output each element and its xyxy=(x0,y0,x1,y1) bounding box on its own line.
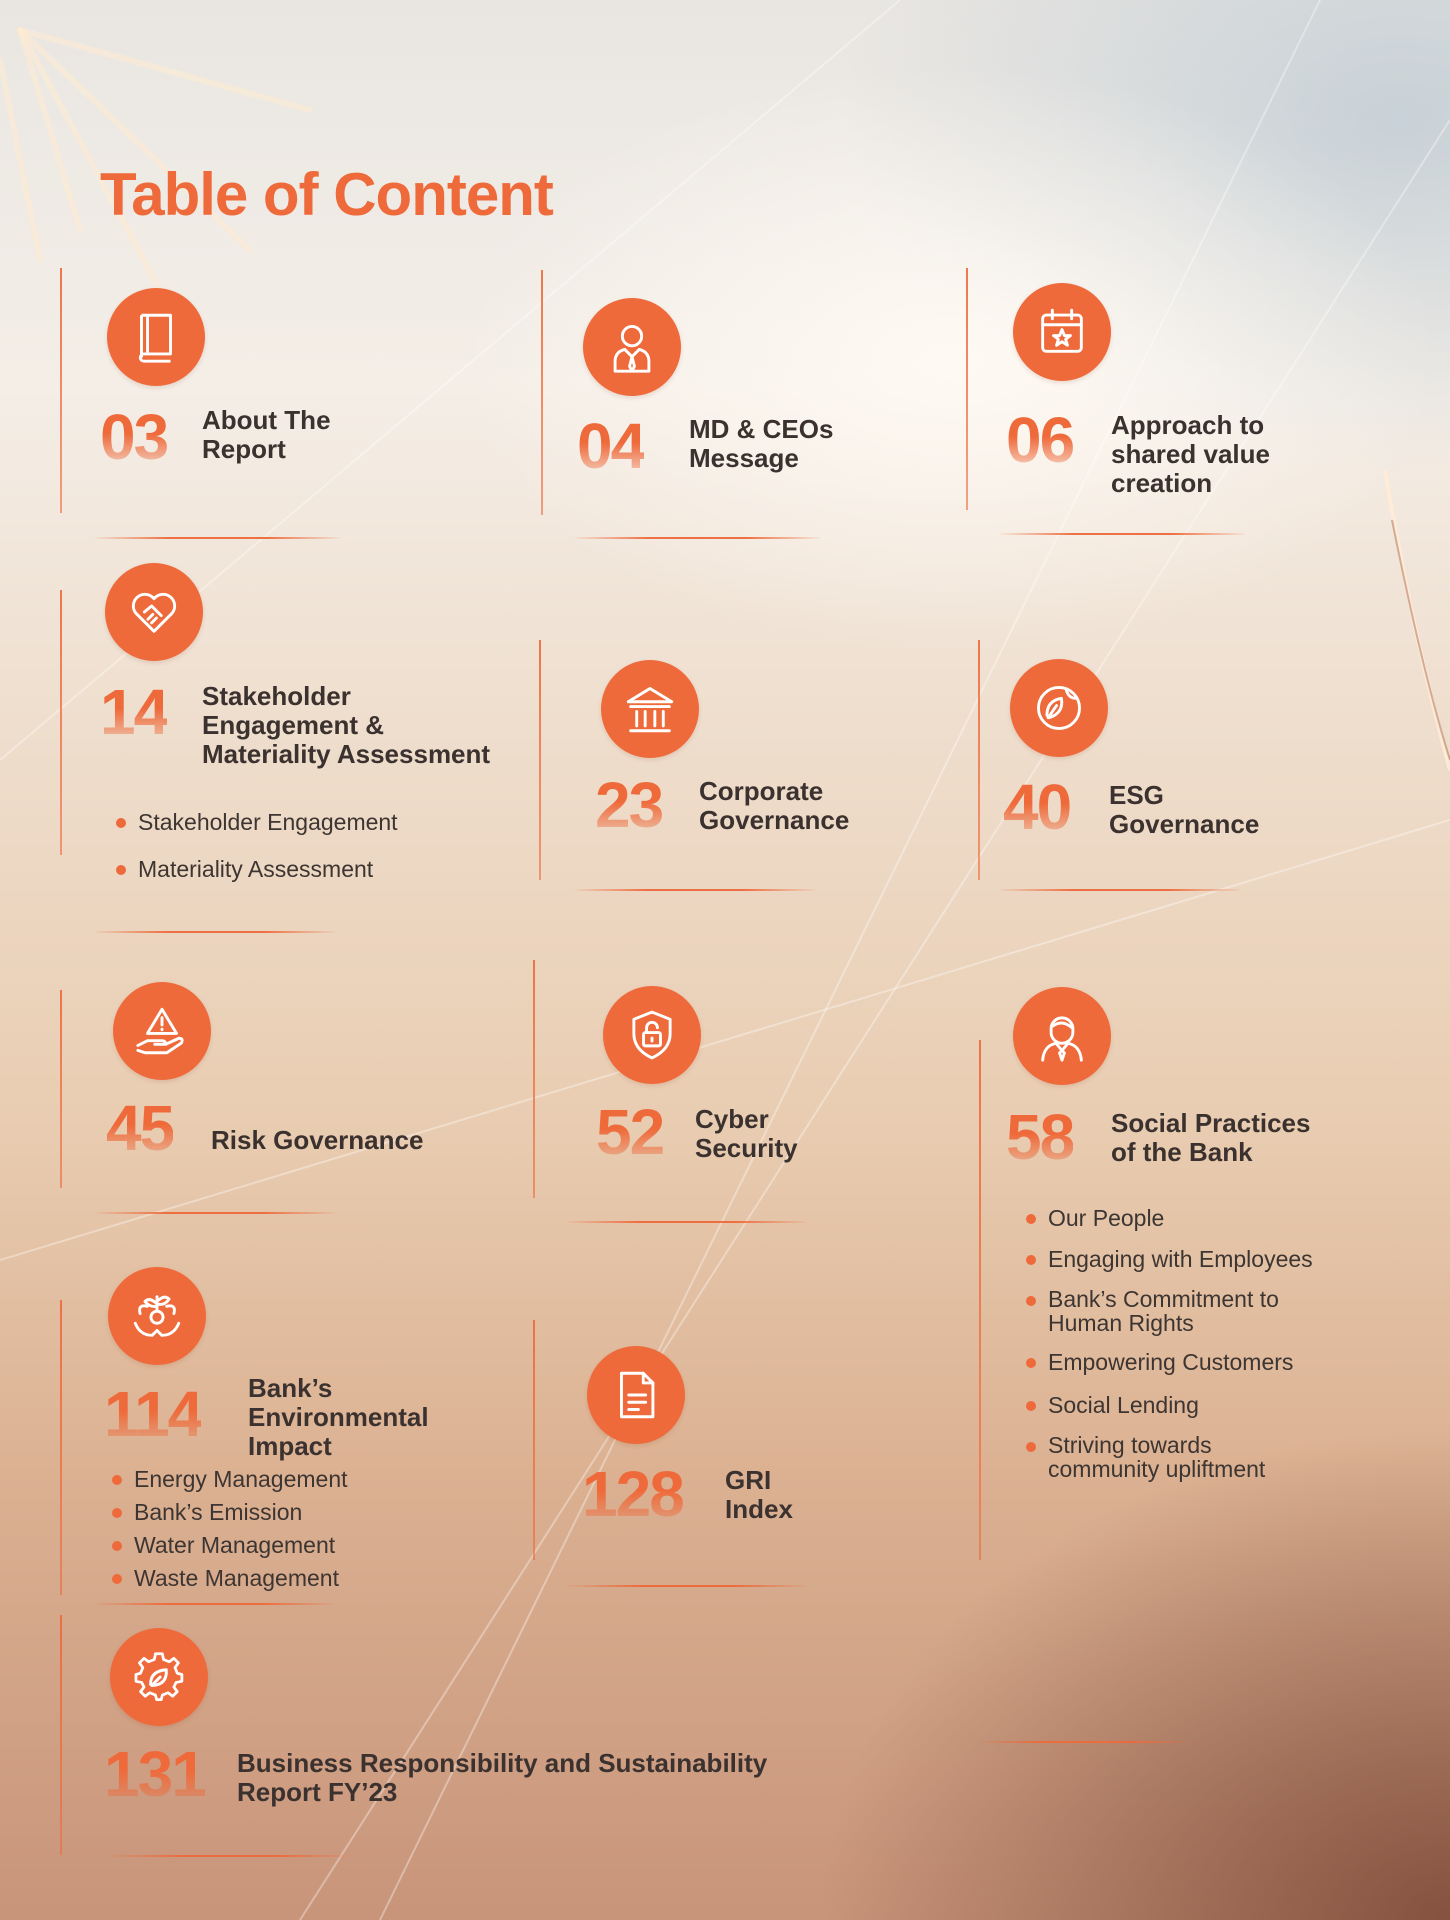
page-number[interactable]: 131 xyxy=(104,1738,205,1810)
divider-horizontal xyxy=(980,1741,1190,1743)
page-number[interactable]: 14 xyxy=(100,676,168,748)
page-number[interactable]: 40 xyxy=(1003,771,1071,843)
divider-horizontal xyxy=(95,537,340,539)
divider-vertical xyxy=(539,640,541,880)
divider-vertical xyxy=(60,268,62,513)
section-title-esg-governance[interactable]: ESG Governance xyxy=(1109,780,1260,839)
person-icon xyxy=(1013,987,1111,1085)
gear-leaf-icon xyxy=(110,1628,208,1726)
page-number[interactable]: 52 xyxy=(596,1096,664,1168)
divider-vertical xyxy=(533,960,535,1198)
section-title-gri-index[interactable]: GRI Index xyxy=(725,1465,793,1524)
page-number[interactable]: 58 xyxy=(1006,1101,1074,1173)
divider-horizontal xyxy=(1000,533,1245,535)
page-number[interactable]: 04 xyxy=(577,410,645,482)
section-title-brsr[interactable]: Business Responsibility and Sustainability Report FY’23 xyxy=(237,1748,768,1807)
divider-horizontal xyxy=(575,537,820,539)
hand-warning-icon xyxy=(113,982,211,1080)
divider-horizontal xyxy=(575,889,815,891)
hands-plant-icon xyxy=(108,1267,206,1365)
subsection-item[interactable]: Bank’s Emission xyxy=(112,1499,348,1526)
subsection-list xyxy=(116,809,398,883)
book-icon xyxy=(107,288,205,386)
page-number[interactable]: 45 xyxy=(106,1092,174,1164)
divider-horizontal xyxy=(567,1221,807,1223)
page-number[interactable]: 06 xyxy=(1006,404,1074,476)
section-title-social-practices[interactable]: Social Practices of the Bank xyxy=(1111,1108,1311,1167)
section-title-risk-governance[interactable]: Risk Governance xyxy=(211,1125,424,1155)
divider-horizontal xyxy=(1000,889,1240,891)
section-title-corporate-governance[interactable]: Corporate Governance xyxy=(699,776,850,835)
divider-vertical xyxy=(533,1320,535,1560)
subsection-item[interactable]: Bank’s Commitment to Human Rights xyxy=(1026,1287,1313,1335)
subsection-item[interactable]: Striving towards community upliftment xyxy=(1026,1433,1313,1481)
subsection-item[interactable]: Water Management xyxy=(112,1532,348,1559)
subsection-item[interactable]: Social Lending xyxy=(1026,1392,1313,1419)
executive-icon xyxy=(583,298,681,396)
page-title: Table of Content xyxy=(100,161,553,228)
divider-horizontal xyxy=(95,931,335,933)
subsection-list xyxy=(1026,1205,1313,1481)
page-number[interactable]: 128 xyxy=(582,1458,683,1530)
divider-horizontal xyxy=(110,1855,350,1857)
divider-vertical xyxy=(60,990,62,1188)
section-title-about-the-report[interactable]: About The Report xyxy=(202,405,331,464)
subsection-item[interactable]: Energy Management xyxy=(112,1466,348,1493)
page-number[interactable]: 114 xyxy=(104,1378,202,1450)
divider-horizontal xyxy=(95,1603,335,1605)
section-title-stakeholder-engagement[interactable]: Stakeholder Engagement & Materiality Assessment xyxy=(202,681,491,769)
divider-horizontal xyxy=(567,1585,807,1587)
document-icon xyxy=(587,1346,685,1444)
subsection-item[interactable]: Waste Management xyxy=(112,1565,348,1592)
divider-vertical xyxy=(966,268,968,510)
heart-handshake-icon xyxy=(105,563,203,661)
divider-vertical xyxy=(541,270,543,515)
subsection-item[interactable]: Our People xyxy=(1026,1205,1313,1232)
section-title-md-ceos-message[interactable]: MD & CEOs Message xyxy=(689,414,834,473)
subsection-item[interactable]: Materiality Assessment xyxy=(116,856,398,883)
calendar-star-icon xyxy=(1013,283,1111,381)
shield-lock-icon xyxy=(603,986,701,1084)
globe-leaf-icon xyxy=(1010,659,1108,757)
page-number[interactable]: 23 xyxy=(595,769,663,841)
divider-vertical xyxy=(978,640,980,880)
section-title-environmental-impact[interactable]: Bank’s Environmental Impact xyxy=(248,1373,429,1461)
subsection-list xyxy=(112,1466,348,1592)
subsection-item[interactable]: Empowering Customers xyxy=(1026,1349,1313,1376)
subsection-item[interactable]: Stakeholder Engagement xyxy=(116,809,398,836)
institution-icon xyxy=(601,660,699,758)
divider-vertical xyxy=(60,1615,62,1855)
divider-vertical xyxy=(60,1300,62,1595)
section-title-cyber-security[interactable]: Cyber Security xyxy=(695,1104,798,1163)
subsection-item[interactable]: Engaging with Employees xyxy=(1026,1246,1313,1273)
page-number[interactable]: 03 xyxy=(100,401,168,473)
section-title-approach-to-shared-value-creation[interactable]: Approach to shared value creation xyxy=(1111,410,1270,498)
divider-vertical xyxy=(979,1040,981,1560)
divider-vertical xyxy=(60,590,62,855)
divider-horizontal xyxy=(95,1212,335,1214)
